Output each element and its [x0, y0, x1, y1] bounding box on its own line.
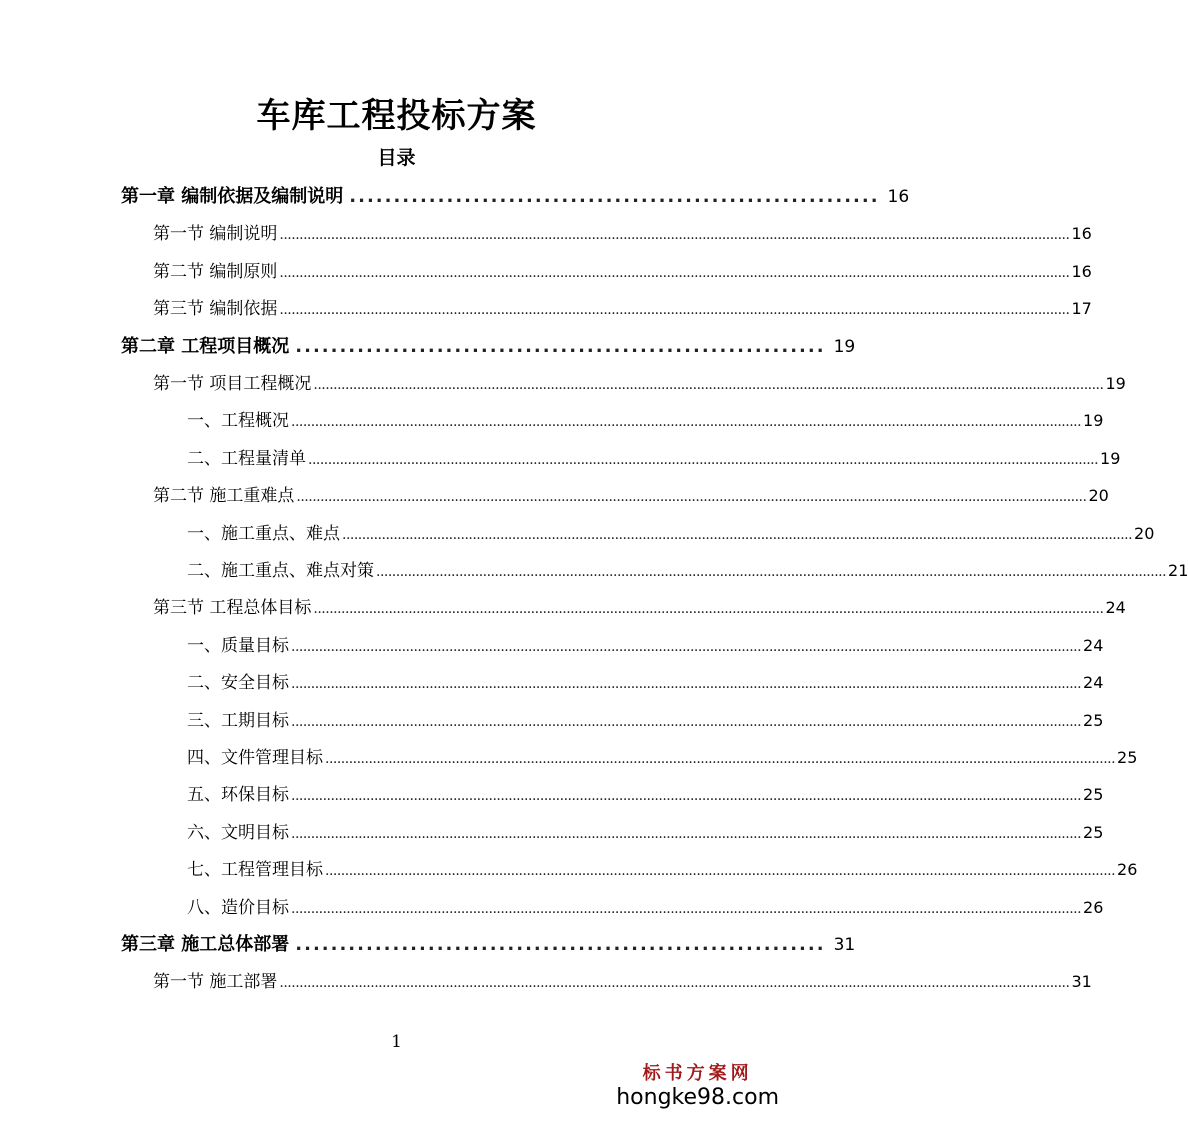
- toc-page-number: 25: [1083, 711, 1104, 730]
- toc-item-row[interactable]: [187, 446, 1121, 472]
- toc-section-row[interactable]: [153, 595, 1126, 621]
- toc-dot-leader: ............................................................: [295, 934, 826, 955]
- toc-dot-leader: ........................................................................................................................................................................................................: [325, 863, 1116, 879]
- toc-dot-leader: ............................................................: [295, 336, 826, 357]
- toc-entry-label: 三、工期目标: [187, 711, 289, 731]
- toc-entry-label: 四、文件管理目标: [187, 748, 323, 768]
- toc-page-number: 16: [887, 187, 910, 207]
- toc-page-number: 17: [1071, 299, 1092, 318]
- toc-page-number: 24: [1083, 636, 1104, 655]
- toc-dot-leader: ........................................................................................................................................................................................................: [296, 489, 1087, 505]
- toc-section-row[interactable]: [153, 483, 1109, 509]
- toc-item-row[interactable]: [187, 708, 1104, 734]
- toc-dot-leader: ........................................................................................................................................................................................................: [342, 527, 1133, 543]
- toc-dot-leader: ........................................................................................................................................................................................................: [279, 265, 1070, 281]
- toc-page-number: 31: [833, 935, 856, 955]
- toc-page-number: 26: [1083, 898, 1104, 917]
- toc-chapter-row[interactable]: [121, 184, 910, 210]
- toc-entry-label: 二、工程量清单: [187, 449, 306, 469]
- toc-dot-leader: ........................................................................................................................................................................................................: [308, 452, 1099, 468]
- toc-dot-leader: ........................................................................................................................................................................................................: [291, 901, 1082, 917]
- toc-section-row[interactable]: [153, 296, 1092, 322]
- toc-section-row[interactable]: [153, 371, 1126, 397]
- page-number: 1: [391, 1032, 402, 1052]
- toc-item-row[interactable]: [187, 408, 1104, 434]
- toc-dot-leader: ............................................................: [349, 186, 880, 207]
- document-title: 车库工程投标方案: [256, 96, 537, 136]
- toc-entry-label: 二、施工重点、难点对策: [187, 561, 374, 581]
- toc-item-row[interactable]: [187, 558, 1188, 584]
- toc-heading: 目录: [377, 147, 416, 169]
- toc-dot-leader: ........................................................................................................................................................................................................: [291, 676, 1082, 692]
- watermark: [616, 1059, 779, 1110]
- toc-page-number: 26: [1117, 860, 1138, 879]
- toc-page-number: 25: [1083, 823, 1104, 842]
- toc-page-number: 24: [1083, 673, 1104, 692]
- toc-page-number: 25: [1117, 748, 1138, 767]
- toc-entry-label: 六、文明目标: [187, 823, 289, 843]
- toc-entry-label: 第三章 施工总体部署: [121, 934, 290, 955]
- toc-dot-leader: ........................................................................................................................................................................................................: [313, 377, 1104, 393]
- toc-entry-label: 五、环保目标: [187, 785, 289, 805]
- toc-dot-leader: ........................................................................................................................................................................................................: [291, 414, 1082, 430]
- watermark-url: hongke98.com: [616, 1085, 779, 1110]
- toc-page-number: 19: [1100, 449, 1121, 468]
- toc-page-number: 21: [1168, 561, 1188, 580]
- toc-page-number: 19: [833, 337, 856, 357]
- toc-dot-leader: ........................................................................................................................................................................................................: [313, 601, 1104, 617]
- toc-dot-leader: ........................................................................................................................................................................................................: [279, 227, 1070, 243]
- toc-chapter-row[interactable]: [121, 932, 856, 958]
- toc-page-number: 20: [1088, 486, 1109, 505]
- toc-item-row[interactable]: [187, 895, 1104, 921]
- toc-dot-leader: ........................................................................................................................................................................................................: [279, 975, 1070, 991]
- toc-chapter-row[interactable]: [121, 334, 856, 360]
- toc-dot-leader: ........................................................................................................................................................................................................: [376, 564, 1167, 580]
- toc-entry-label: 七、工程管理目标: [187, 860, 323, 880]
- toc-entry-label: 第三节 工程总体目标: [153, 598, 312, 618]
- toc-entry-label: 二、安全目标: [187, 673, 289, 693]
- toc-dot-leader: ........................................................................................................................................................................................................: [291, 714, 1082, 730]
- toc-item-row[interactable]: [187, 633, 1104, 659]
- toc-dot-leader: ........................................................................................................................................................................................................: [279, 302, 1070, 318]
- toc-item-row[interactable]: [187, 670, 1104, 696]
- toc-entry-label: 第二节 编制原则: [153, 262, 278, 282]
- toc-entry-label: 第二章 工程项目概况: [121, 336, 290, 357]
- toc-item-row[interactable]: [187, 820, 1104, 846]
- toc-entry-label: 一、施工重点、难点: [187, 524, 340, 544]
- toc-entry-label: 第一节 项目工程概况: [153, 374, 312, 394]
- toc-section-row[interactable]: [153, 221, 1092, 247]
- toc-item-row[interactable]: [187, 782, 1104, 808]
- toc-page-number: 20: [1134, 524, 1155, 543]
- toc-dot-leader: ........................................................................................................................................................................................................: [291, 826, 1082, 842]
- toc-entry-label: 一、质量目标: [187, 636, 289, 656]
- toc-page-number: 25: [1083, 785, 1104, 804]
- toc-section-row[interactable]: [153, 259, 1092, 285]
- toc-entry-label: 第一节 编制说明: [153, 224, 278, 244]
- toc-item-row[interactable]: [187, 521, 1155, 547]
- toc-page-number: 16: [1071, 224, 1092, 243]
- toc-section-row[interactable]: [153, 969, 1092, 995]
- toc-page-number: 31: [1071, 972, 1092, 991]
- toc-entry-label: 第一章 编制依据及编制说明: [121, 186, 344, 207]
- toc-page-number: 24: [1105, 598, 1126, 617]
- toc-page-number: 19: [1083, 411, 1104, 430]
- watermark-site-name: 标书方案网: [642, 1063, 753, 1084]
- toc-dot-leader: ........................................................................................................................................................................................................: [291, 788, 1082, 804]
- toc-entry-label: 第一节 施工部署: [153, 972, 278, 992]
- toc-item-row[interactable]: [187, 745, 1138, 771]
- toc-entry-label: 八、造价目标: [187, 898, 289, 918]
- toc-entry-label: 一、工程概况: [187, 411, 289, 431]
- toc-page-number: 19: [1105, 374, 1126, 393]
- toc-dot-leader: ........................................................................................................................................................................................................: [325, 751, 1116, 767]
- toc-entry-label: 第二节 施工重难点: [153, 486, 295, 506]
- toc-dot-leader: ........................................................................................................................................................................................................: [291, 639, 1082, 655]
- toc-page-number: 16: [1071, 262, 1092, 281]
- toc-entry-label: 第三节 编制依据: [153, 299, 278, 319]
- toc-item-row[interactable]: [187, 857, 1138, 883]
